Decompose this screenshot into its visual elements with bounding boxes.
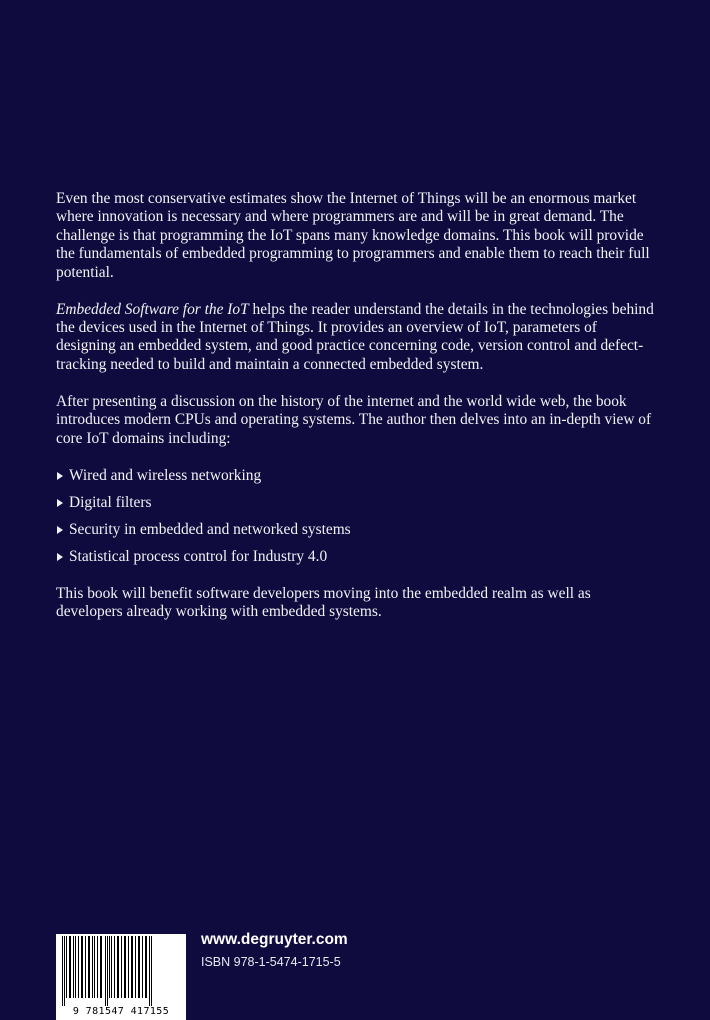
list-item-text: Digital filters [69,493,152,511]
barcode-bar [66,936,67,998]
barcode-bar [85,936,86,998]
book-title-italic: Embedded Software for the IoT [56,300,249,318]
barcode-bar [88,936,90,998]
barcode-bar [124,936,126,998]
topic-list [56,467,656,566]
barcode-bar [97,936,98,998]
barcode-bar [149,936,150,1006]
barcode-bar [78,936,79,998]
list-item [56,494,656,512]
barcode-bar [135,936,136,998]
barcode-bar [69,936,71,998]
bullet-triangle-icon [57,553,63,561]
barcode-bar [81,936,83,998]
bullet-triangle-icon [57,526,63,534]
list-item [56,521,656,539]
back-cover-blurb [56,190,656,640]
barcode-bar [138,936,140,998]
blurb-paragraph-1: Even the most conservative estimates show the Internet of Things will be an enormous market where innovation is necessary and where programmers are and will be in great demand. The challenge is that programming the IoT spans many knowledge domains. This book will provide the fundamentals of embedded programming to programmers and enable them to reach their full potential. [56,190,650,281]
blurb-paragraph-2-text: helps the reader understand the details in the technologies behind the devices used in the Internet of Things. It provides an overview of IoT, parameters of designing an embedded system, and good practice concerning code, version control and defect-tracking needed to build and maintain a connected embedded system. [56,300,654,373]
barcode-bar [128,936,129,998]
bullet-triangle-icon [57,499,63,507]
barcode-bar [62,936,63,1006]
barcode-bar [131,936,133,998]
isbn-number: ISBN 978-1-5474-1715-5 [201,955,341,969]
list-item [56,467,656,485]
blurb-paragraph-4: This book will benefit software developers moving into the embedded realm as well as developers already working with embedded systems. [56,584,591,621]
list-item-text: Wired and wireless networking [69,466,262,484]
barcode-bar [107,936,108,1006]
publisher-website[interactable]: www.degruyter.com [201,931,348,948]
barcode-bar [100,936,102,998]
publisher-info [201,930,348,970]
barcode-bar [75,936,76,998]
barcode-bar [121,936,122,998]
barcode-bar [109,936,110,998]
barcode-bar [142,936,143,998]
blurb-paragraph-3: After presenting a discussion on the history of the internet and the world wide web, the book introduces modern CPUs and operating systems. The author then delves into an in-depth view of core IoT domains including: [56,392,652,447]
barcode-bar [114,936,115,998]
barcode-bar [73,936,74,998]
barcode-digits: 9 781547 417155 [56,1006,186,1017]
list-item [56,548,656,566]
list-item-text: Security in embedded and networked systems [69,520,351,538]
bullet-triangle-icon [57,472,63,480]
blurb-paragraph-2 [56,301,656,375]
barcode-bar [92,936,93,998]
barcode-bar [145,936,147,998]
barcode-bar [111,936,112,998]
barcode-bar [94,936,95,998]
barcode-bar [105,936,106,1006]
barcode-bar [117,936,119,998]
barcode-bar [64,936,65,1006]
barcode-bar [151,936,152,1006]
isbn-barcode [56,934,186,1020]
list-item-text: Statistical process control for Industry 4.0 [69,547,328,565]
